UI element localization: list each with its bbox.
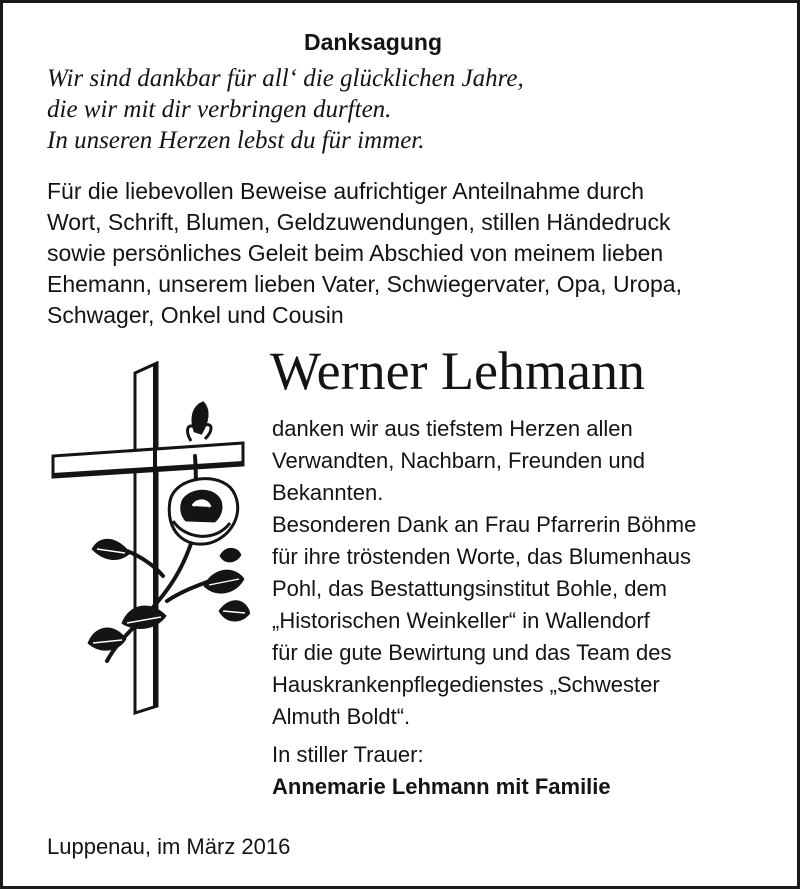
body-line: Bekannten.	[272, 480, 384, 505]
verse-line: Wir sind dankbar für all‘ die glücklichen Jahre,	[47, 65, 524, 92]
intro-paragraph	[47, 176, 787, 331]
mourning-line: In stiller Trauer:	[272, 742, 424, 767]
intro-line: Wort, Schrift, Blumen, Geldzuwendungen, stillen Händedruck	[47, 209, 671, 235]
signer-name: Annemarie Lehmann mit Familie	[272, 774, 611, 799]
body-line: Hauskrankenpflegedienstes „Schwester	[272, 672, 660, 697]
body-line: danken wir aus tiefstem Herzen allen	[272, 416, 633, 441]
intro-line: Für die liebevollen Beweise aufrichtiger Anteilnahme durch	[47, 178, 645, 204]
heading: Danksagung	[303, 29, 443, 55]
body-line: Verwandten, Nachbarn, Freunden und	[272, 448, 646, 473]
place-and-date: Luppenau, im März 2016	[47, 834, 291, 859]
body-line: „Historischen Weinkeller“ in Wallendorf	[272, 608, 650, 633]
thanks-paragraph	[272, 413, 782, 733]
intro-line: sowie persönliches Geleit beim Abschied von meinem lieben	[47, 240, 664, 266]
verse-line: In unseren Herzen lebst du für immer.	[47, 127, 425, 154]
body-line: Pohl, das Bestattungsinstitut Bohle, dem	[272, 576, 668, 601]
intro-line: Ehemann, unserem lieben Vater, Schwiegervater, Opa, Uropa,	[47, 271, 682, 297]
intro-line: Schwager, Onkel und Cousin	[47, 302, 344, 328]
body-line: für die gute Bewirtung und das Team des	[272, 640, 672, 665]
body-line: Almuth Boldt“.	[272, 704, 411, 729]
body-line: Besonderen Dank an Frau Pfarrerin Böhme	[272, 512, 697, 537]
body-line: für ihre tröstenden Worte, das Blumenhaus	[272, 544, 692, 569]
verse-line: die wir mit dir verbringen durften.	[47, 96, 392, 123]
deceased-name: Werner Lehmann	[270, 341, 645, 401]
mourning-block	[272, 739, 611, 803]
memorial-verse	[47, 63, 767, 156]
cross-with-rose-icon	[45, 361, 250, 721]
